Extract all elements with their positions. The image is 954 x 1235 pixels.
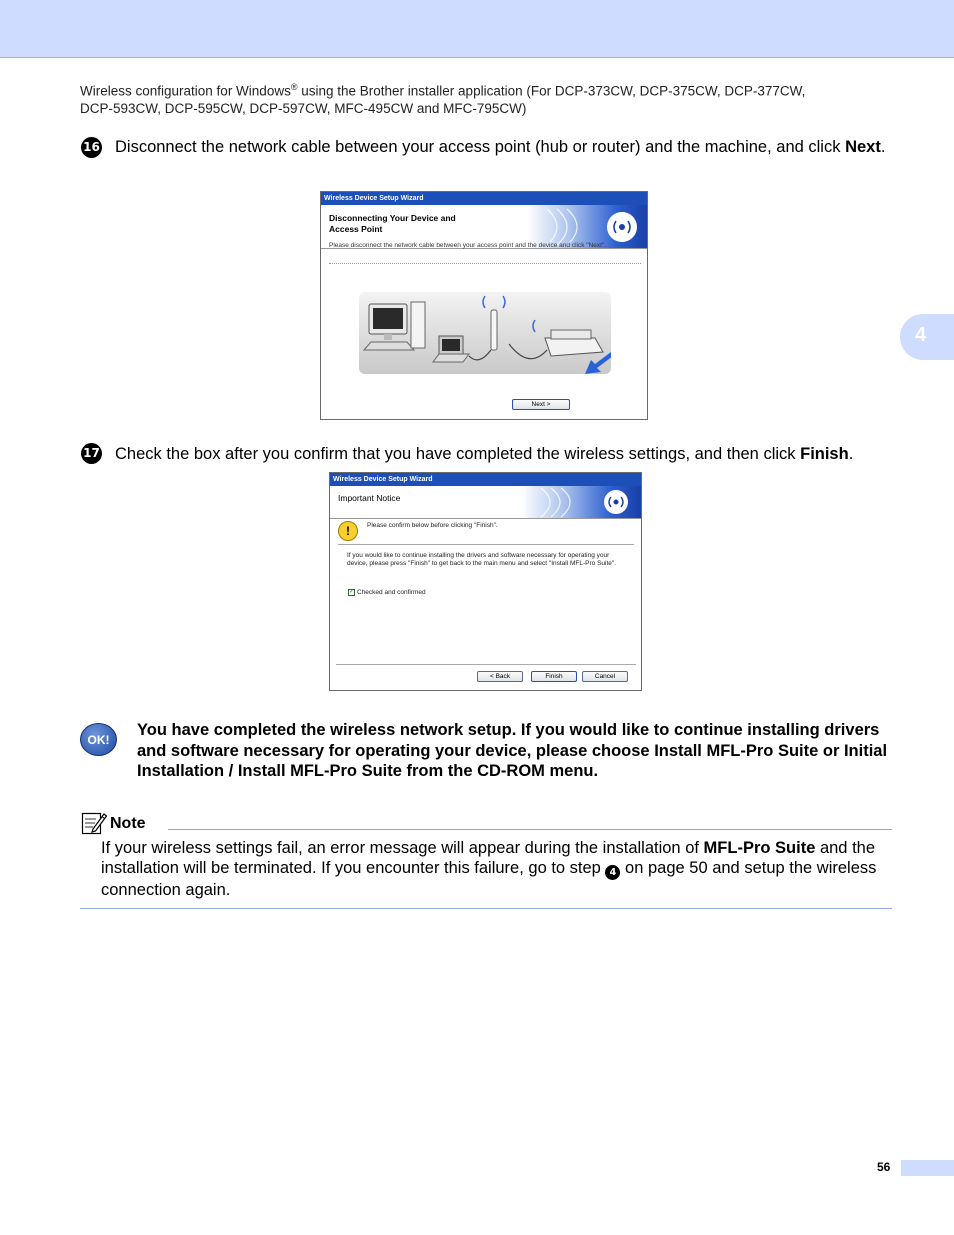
checkbox-label: Checked and confirmed <box>357 589 426 596</box>
step-number-17: 17 <box>81 443 102 464</box>
step-ref-4[interactable]: 4 <box>605 865 620 880</box>
step-16-text: Disconnect the network cable between your access point (hub or router) and the machine, and click Next. <box>115 138 886 156</box>
dialog-important-notice-screenshot <box>329 472 642 691</box>
confirm-checkbox[interactable]: ✓ <box>349 589 355 595</box>
header-line1: Wireless configuration for Windows <box>80 83 291 99</box>
completion-message: You have completed the wireless network setup. If you would like to continue installing drivers and software necessary for operating your device, please choose Install MFL-Pro Suite or Initial Installation / Install MFL-Pro Suite from the CD-ROM menu. <box>137 721 888 780</box>
back-button[interactable]: < Back <box>477 671 523 682</box>
running-header <box>80 79 880 117</box>
network-illustration <box>359 292 611 374</box>
finish-button[interactable]: Finish <box>531 671 577 682</box>
warning-icon: ! <box>338 521 358 541</box>
cancel-button[interactable]: Cancel <box>582 671 628 682</box>
note-pencil-icon <box>81 810 107 836</box>
header-band <box>0 0 954 58</box>
dialog-title-bar: Wireless Device Setup Wizard <box>330 473 641 486</box>
wireless-logo-icon <box>521 486 641 518</box>
warning-text: Please confirm below before clicking "Finish". <box>367 522 498 529</box>
footer-band <box>901 1160 954 1176</box>
registered-mark: ® <box>290 82 298 92</box>
dialog-heading: Disconnecting Your Device and Access Point <box>329 213 456 234</box>
dialog-divider <box>329 263 641 264</box>
dialog-header <box>330 486 641 519</box>
dialog-disconnecting-screenshot <box>320 191 648 420</box>
step-number-16: 16 <box>81 137 102 158</box>
step-17-text: Check the box after you confirm that you have completed the wireless settings, and then click Finish. <box>115 445 854 463</box>
button-divider <box>336 664 636 665</box>
dialog-heading: Important Notice <box>338 493 401 503</box>
page-number: 56 <box>877 1160 891 1174</box>
notice-body: If you would like to continue installing the drivers and software necessary for operating your device, please press "Finish" to get back to the main menu and select "Install MFL-Pro Suite". <box>347 552 616 568</box>
dialog-instruction: Please disconnect the network cable between your access point and the device and click "Next". <box>329 242 607 249</box>
chapter-number: 4 <box>915 324 927 346</box>
dialog-title-bar: Wireless Device Setup Wizard <box>321 192 647 205</box>
next-button[interactable]: Next > <box>512 399 570 410</box>
header-line2: DCP-593CW, DCP-595CW, DCP-597CW, MFC-495CW and MFC-795CW) <box>80 100 527 116</box>
note-body: If your wireless settings fail, an error message will appear during the installation of MFL-Pro Suite and the installation will be terminated. If you encounter this failure, go to step 4 on page 50 and setup the wireless connection again. <box>101 839 877 900</box>
note-label: Note <box>110 815 146 832</box>
header-line1-cont: using the Brother installer application (For DCP-373CW, DCP-375CW, DCP-377CW, <box>297 83 806 99</box>
note-top-rule <box>168 829 892 830</box>
dialog-divider <box>338 544 634 545</box>
ok-badge-icon: OK! <box>80 723 117 756</box>
note-bottom-rule <box>80 908 892 909</box>
chapter-tab <box>900 314 954 360</box>
